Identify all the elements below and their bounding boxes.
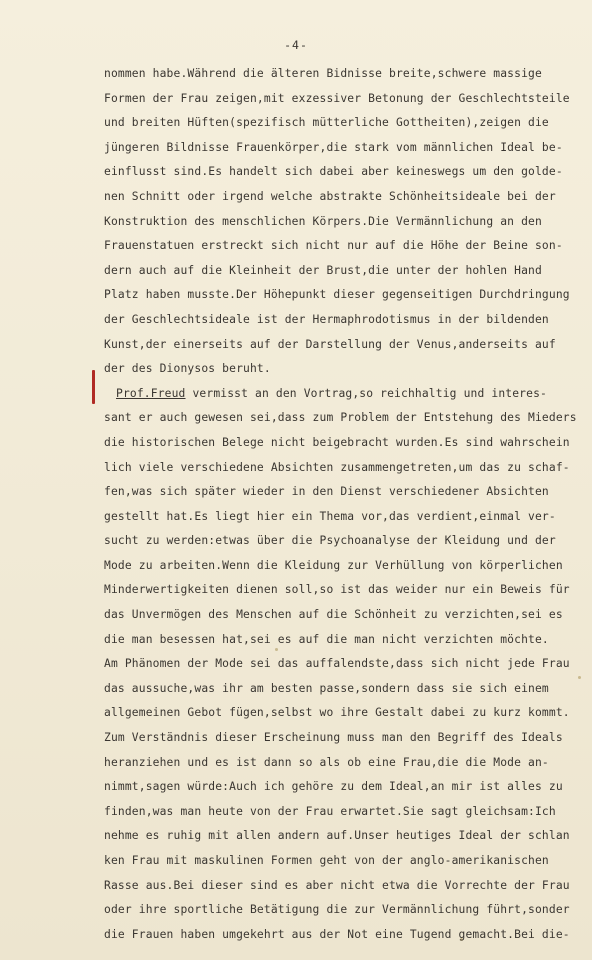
text-line: nehme es ruhig mit allen andern auf.Unser heutiges Ideal der schlan bbox=[104, 829, 570, 843]
text-line: das Unvermögen des Menschen auf die Schönheit zu verzichten,sei es bbox=[104, 608, 563, 622]
text-line: nimmt,sagen würde:Auch ich gehöre zu dem Ideal,an mir ist alles zu bbox=[104, 780, 563, 794]
text-line: Zum Verständnis dieser Erscheinung muss man den Begriff des Ideals bbox=[104, 731, 563, 745]
text-line: die historischen Belege nicht beigebracht wurden.Es sind wahrschein bbox=[104, 435, 570, 449]
text-line: ken Frau mit maskulinen Formen geht von der anglo-amerikanischen bbox=[104, 854, 549, 867]
text-line: finden,was man heute von der Frau erwartet.Sie sagt gleichsam:Ich bbox=[104, 804, 556, 818]
speaker-line-rest: vermisst an den Vortrag,so reichhaltig und interes- bbox=[185, 386, 547, 400]
text-line: der des Dionysos beruht. bbox=[104, 362, 271, 376]
text-line: oder ihre sportliche Betätigung die zur Vermännlichung führt,sonder bbox=[104, 903, 570, 917]
text-line: Minderwertigkeiten dienen soll,so ist das weider nur ein Beweis für bbox=[104, 583, 570, 597]
text-line: die Frauen haben umgekehrt aus der Not eine Tugend gemacht.Bei die- bbox=[104, 927, 570, 941]
text-line: allgemeinen Gebot fügen,selbst wo ihre Gestalt dabei zu kurz kommt. bbox=[104, 706, 570, 720]
text-line: fen,was sich später wieder in den Dienst verschiedener Absichten bbox=[104, 485, 549, 499]
page-number: -4- bbox=[284, 38, 308, 52]
text-line: sucht zu werden:etwas über die Psychoanalyse der Kleidung und der bbox=[104, 534, 556, 548]
typed-text-body bbox=[104, 62, 590, 947]
text-line: sant er auch gewesen sei,dass zum Problem der Entstehung des Mieders bbox=[104, 411, 577, 425]
text-line: die man besessen hat,sei es auf die man nicht verzichten möchte. bbox=[104, 632, 549, 646]
text-line: gestellt hat.Es liegt hier ein Thema vor,das verdient,einmal ver- bbox=[104, 509, 556, 523]
text-line: dern auch auf die Kleinheit der Brust,die unter der hohlen Hand bbox=[104, 263, 542, 277]
text-line: lich viele verschiedene Absichten zusammengetreten,um das zu schaf- bbox=[104, 460, 570, 474]
text-line: der Geschlechtsideale ist der Hermaphrodotismus in der bildenden bbox=[104, 312, 549, 326]
text-line: das aussuche,was ihr am besten passe,sondern dass sie sich einem bbox=[104, 681, 549, 695]
text-line: Konstruktion des menschlichen Körpers.Die Vermännlichung an den bbox=[104, 214, 542, 228]
speaker-name: Prof.Freud bbox=[116, 386, 186, 400]
text-line: und breiten Hüften(spezifisch mütterliche Gottheiten),zeigen die bbox=[104, 116, 549, 130]
text-line: Platz haben musste.Der Höhepunkt dieser gegenseitigen Durchdringung bbox=[104, 288, 570, 302]
text-line: jüngeren Bildnisse Frauenkörper,die stark vom männlichen Ideal be- bbox=[104, 140, 563, 154]
margin-mark bbox=[92, 370, 95, 404]
text-line: heranziehen und es ist dann so als ob eine Frau,die die Mode an- bbox=[104, 755, 549, 769]
text-line: Formen der Frau zeigen,mit exzessiver Betonung der Geschlechtsteile bbox=[104, 91, 570, 105]
text-line: nen Schnitt oder irgend welche abstrakte Schönheitsideale bei der bbox=[104, 189, 556, 203]
text-line: einflusst sind.Es handelt sich dabei aber keineswegs um den golde- bbox=[104, 165, 563, 179]
text-line: nommen habe.Während die älteren Bidnisse breite,schwere massige bbox=[104, 67, 542, 80]
text-line: Am Phänomen der Mode sei das auffalendste,dass sich nicht jede Frau bbox=[104, 657, 570, 671]
text-line: Mode zu arbeiten.Wenn die Kleidung zur Verhüllung von körperlichen bbox=[104, 558, 563, 572]
text-line: Frauenstatuen erstreckt sich nicht nur auf die Höhe der Beine son- bbox=[104, 239, 563, 253]
text-line-speaker bbox=[104, 382, 590, 407]
text-line: Rasse aus.Bei dieser sind es aber nicht etwa die Vorrechte der Frau bbox=[104, 878, 570, 892]
text-line: Kunst,der einerseits auf der Darstellung der Venus,anderseits auf bbox=[104, 337, 556, 351]
